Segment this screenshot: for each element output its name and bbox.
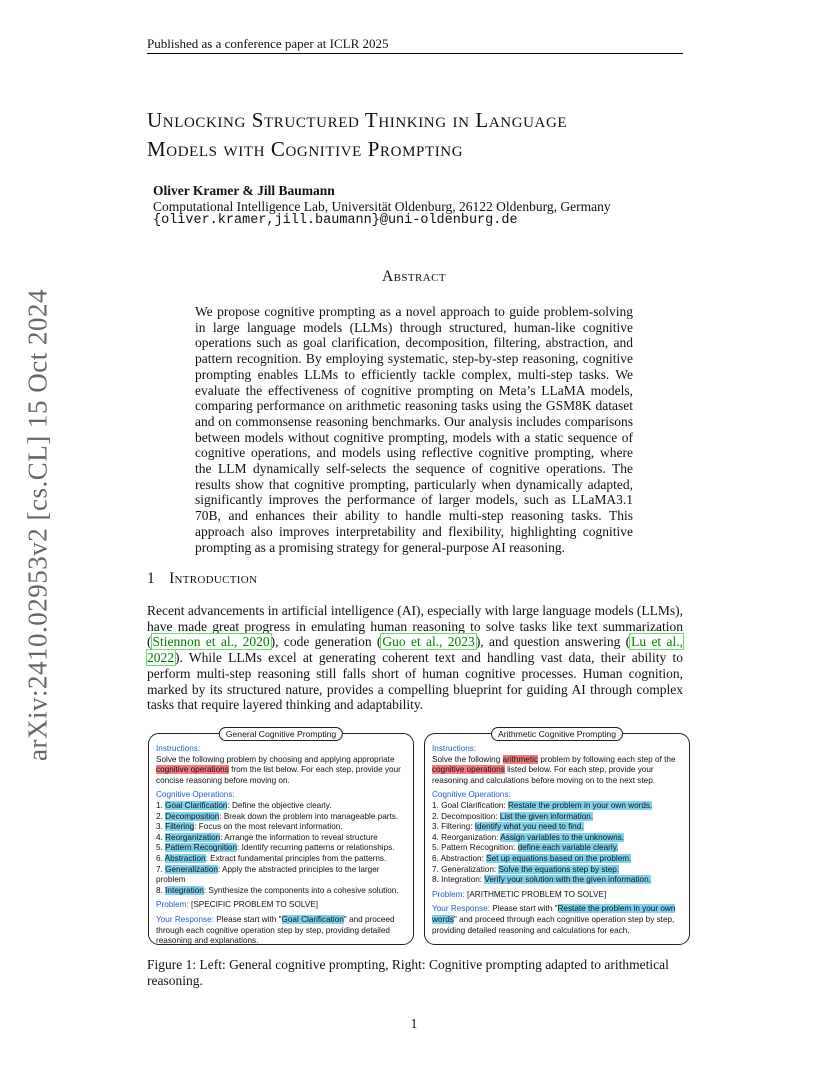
op-name: Pattern Recognition: [441, 843, 518, 853]
op-name: Reorganization: [441, 832, 501, 842]
op-item: 1. Goal Clarification: Define the objective clearly. [156, 800, 332, 810]
instructions-label: Instructions: [156, 744, 201, 753]
op-item: 8. Integration: Verify your solution with the given information. [432, 875, 651, 885]
abstract-heading: Abstract [382, 268, 446, 285]
intro-text: ), code generation ( [270, 634, 382, 650]
op-item: 4. Reorganization: Arrange the information to reveal structure [156, 832, 378, 842]
paper-title [147, 106, 707, 164]
authors: Oliver Kramer & Jill Baumann [153, 183, 335, 198]
arithmetic-prompt-panel [424, 729, 690, 945]
op-name: Abstraction [164, 853, 206, 863]
highlight-blue: Goal Clarification [281, 914, 344, 924]
highlight-red: cognitive operations [156, 765, 229, 775]
arxiv-id[interactable]: arXiv:2410.02953v2 [cs.CL] 15 Oct 2024 [22, 289, 53, 761]
problem-label: Problem: [156, 900, 189, 910]
response-text: Your Response: Please start with "Restate the problem in your own words" and proceed through each cognitive operation step by step, providing detailed reasoning and calculations for each. [432, 904, 676, 935]
highlight-blue: Restate the problem in your own words [432, 904, 676, 924]
response-label: Your Response: [156, 914, 214, 924]
op-item: 5. Pattern Recognition: define each variable clearly. [432, 843, 619, 853]
panel-title: Arithmetic Cognitive Prompting [491, 727, 623, 741]
op-desc: Restate the problem in your own words. [508, 800, 653, 810]
ops-list [156, 801, 409, 896]
op-name: Integration: [441, 875, 485, 885]
op-item: 5. Pattern Recognition: Identify recurring patterns or relationships. [156, 843, 395, 853]
op-name: Generalization: [441, 864, 499, 874]
op-item: 6. Abstraction: Set up equations based on the problem. [432, 853, 632, 863]
general-prompt-panel [148, 729, 414, 946]
op-name: Filtering [165, 822, 195, 832]
op-item: 3. Filtering: Focus on the most relevant information. [156, 822, 343, 832]
arxiv-sidebar [14, 290, 62, 760]
op-item: 2. Decomposition: List the given information. [432, 811, 594, 821]
op-desc: define each variable clearly. [517, 843, 619, 853]
op-item: 3. Filtering: Identify what you need to find. [432, 822, 584, 832]
section-number: 1 [147, 570, 156, 587]
affiliation: Computational Intelligence Lab, Universität Oldenburg, 26122 Oldenburg, Germany [153, 199, 611, 214]
abstract-body: We propose cognitive prompting as a novel approach to guide problem-solving in large language models (LLMs) through structured, human-like cognitive operations such as goal clarification, decomposition, filtering, abstraction, and pattern recognition. By employing systematic, step-by-step reasoning, cognitive prompting enables LLMs to efficiently tackle complex, multi-step tasks. We evaluate the effectiveness of cognitive prompting on Meta’s LLaMA models, comparing performance on arithmetic reasoning tasks using the GSM8K dataset and on commonsense reasoning benchmarks. Our analysis includes comparisons between models without cognitive prompting, models with a static sequence of cognitive operations, and models using reflective cognitive prompting, where the LLM dynamically self-selects the sequence of cognitive operations. The results show that cognitive prompting, particularly when dynamically adapted, significantly improves the performance of larger models, such as LLaMA3.1 70B, and enhances their ability to handle multi-step reasoning tasks. This approach also improves interpretability and flexibility, highlighting cognitive prompting as a promising strategy for general-purpose AI reasoning. [195, 304, 633, 555]
header-rule [147, 53, 683, 54]
citation-link[interactable]: Guo et al., 2023 [382, 634, 475, 650]
op-name: Integration [165, 885, 204, 895]
op-desc: Assign variables to the unknowns. [500, 832, 625, 842]
op-name: Decomposition [165, 811, 220, 821]
problem-line [156, 900, 409, 911]
op-item: 8. Integration: Synthesize the components into a cohesive solution. [156, 885, 399, 895]
instructions-text: Solve the following arithmetic problem by following each step of the cognitive operations listed below. For each step, provide your reasoning and calculations before moving on to the next step. [432, 754, 676, 785]
ops-label: Cognitive Operations: [432, 790, 511, 800]
op-item: 2. Decomposition: Break down the problem into manageable parts. [156, 811, 399, 821]
page-number: 1 [410, 1016, 418, 1031]
author-emails[interactable]: {oliver.kramer,jill.baumann}@uni-oldenburg.de [153, 213, 518, 228]
instr-text: from the list below. For each step, provide your concise reasoning before moving on. [156, 765, 401, 785]
intro-text: ), and question answering ( [475, 634, 631, 650]
response-label: Your Response: [432, 904, 490, 914]
response-text: Your Response: Please start with "Goal Clarification" and proceed through each cognitive operation step by step, providing detailed reasoning and explanations. [156, 914, 395, 946]
problem-text: [ARITHMETIC PROBLEM TO SOLVE] [464, 889, 607, 899]
op-item: 7. Generalization: Apply the abstracted principles to the larger problem [156, 864, 380, 885]
ops-label: Cognitive Operations: [156, 790, 235, 800]
op-desc: Set up equations based on the problem. [486, 853, 632, 863]
op-name: Generalization [165, 864, 218, 874]
instr-text: Solve the following problem by choosing and applying appropriate [156, 754, 395, 764]
section-title: Introduction [169, 570, 258, 587]
running-header: Published as a conference paper at ICLR 2025 [147, 36, 389, 51]
op-desc: List the given information. [499, 811, 594, 821]
op-name: Reorganization [165, 832, 221, 842]
figure-caption: Figure 1: Left: General cognitive prompting, Right: Cognitive prompting adapted to arithmetical reasoning. [147, 957, 669, 988]
instructions-text [156, 755, 409, 787]
ops-list [432, 801, 685, 886]
instructions-label: Instructions: [432, 744, 477, 753]
problem-label: Problem: [432, 889, 465, 899]
op-name: Pattern Recognition [165, 843, 238, 853]
title-line-1: Unlocking Structured Thinking in Language [147, 108, 568, 132]
problem-text: [SPECIFIC PROBLEM TO SOLVE] [188, 900, 318, 910]
op-name: Abstraction: [440, 853, 487, 863]
intro-paragraph [147, 603, 683, 713]
intro-text: Recent advancements in artificial intelligence (AI), especially with large language models (LLMs), have made great progress in emulating human reasoning to solve tasks like text summarization ( [147, 603, 683, 650]
op-desc: Verify your solution with the given information. [484, 875, 651, 885]
problem-line [432, 890, 685, 901]
op-name: Goal Clarification: [441, 800, 509, 810]
op-item: 6. Abstraction: Extract fundamental principles from the patterns. [156, 853, 387, 863]
highlight-red: cognitive operations [432, 765, 505, 775]
op-name: Filtering: [441, 822, 475, 832]
op-item: 7. Generalization: Solve the equations step by step. [432, 864, 620, 874]
op-item: 1. Goal Clarification: Restate the problem in your own words. [432, 800, 653, 810]
op-name: Goal Clarification [165, 800, 228, 810]
highlight-red: arithmetic [502, 754, 539, 764]
op-item: 4. Reorganization: Assign variables to the unknowns. [432, 832, 625, 842]
op-desc: Identify what you need to find. [474, 822, 584, 832]
op-desc: Solve the equations step by step. [498, 864, 620, 874]
op-name: Decomposition: [441, 811, 500, 821]
section-heading [147, 570, 257, 588]
panel-title: General Cognitive Prompting [219, 727, 343, 741]
intro-text: ). While LLMs excel at generating coherent text and handling vast data, their ability to perform multi-step reasoning still falls short of human cognitive processes. Human cognition, marked by its structured nature, provides a compelling blueprint for guiding AI through complex tasks that require layered thinking and adaptability. [147, 650, 683, 713]
title-line-2: Models with Cognitive Prompting [147, 137, 464, 161]
citation-link[interactable]: Stiennon et al., 2020 [152, 634, 270, 650]
citation-link[interactable]: Lu et al., 2022 [147, 634, 683, 666]
